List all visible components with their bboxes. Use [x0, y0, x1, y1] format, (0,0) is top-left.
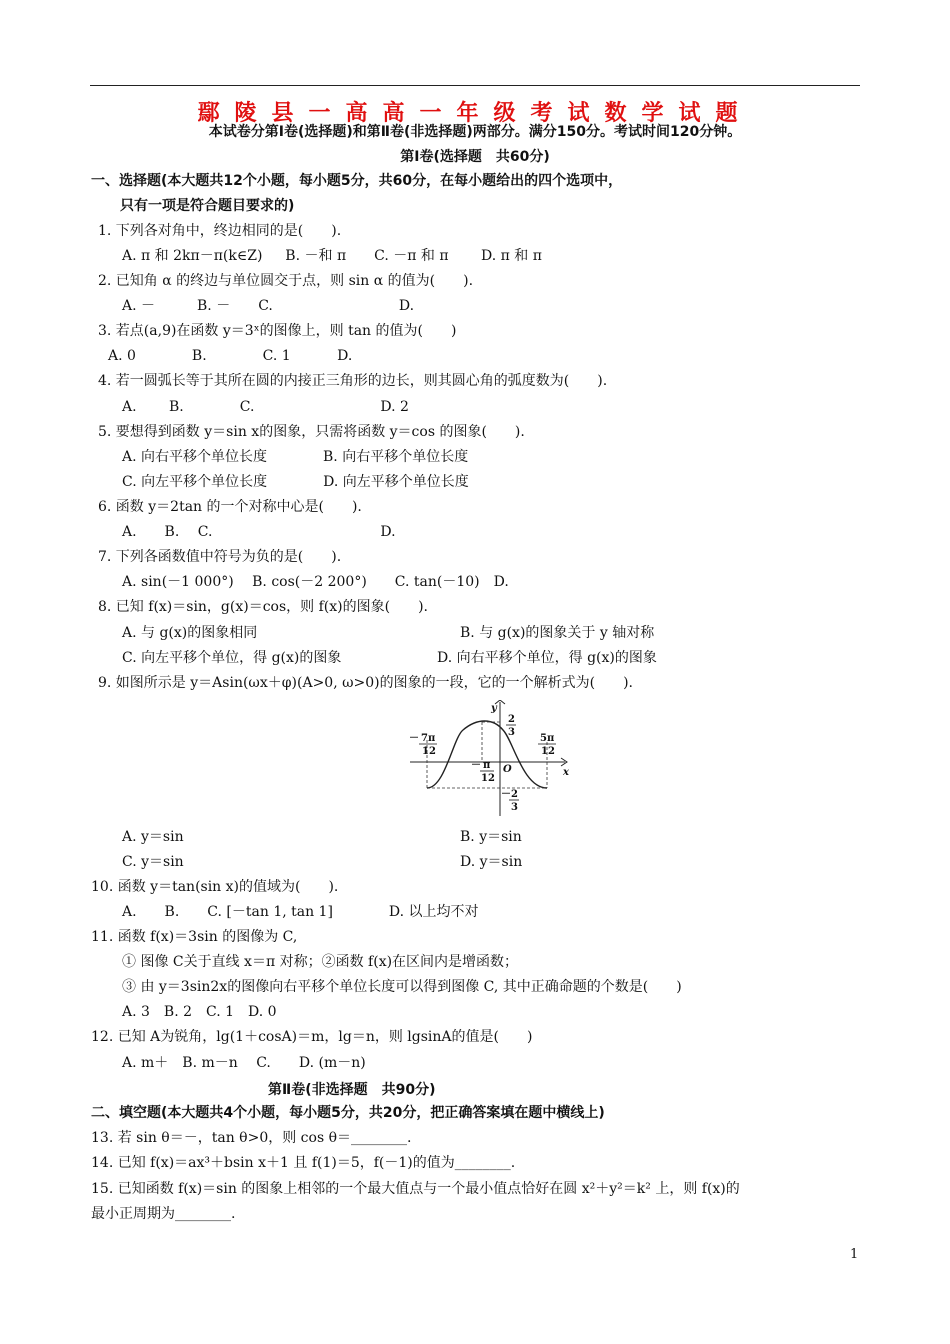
- question-9-option-b: B. y＝sin: [460, 829, 522, 845]
- exam-title: 鄢陵县一高高一年级考试数学试题: [197, 101, 753, 126]
- min-value-denominator: 3: [511, 802, 518, 813]
- left-x-denominator: 12: [422, 746, 436, 757]
- x-axis-label: x: [563, 767, 569, 778]
- question-8-option-a: A. 与 g(x)的图象相同: [122, 625, 258, 641]
- question-11-line-2: ① 图像 C关于直线 x＝π 对称；②函数 f(x)在区间内是增函数；: [122, 954, 519, 970]
- part2-heading: 第Ⅱ卷(非选择题 共90分): [268, 1082, 436, 1098]
- question-4-options: A. B. C. D. 2: [122, 399, 409, 415]
- mid-x-minus: －: [471, 760, 481, 771]
- max-value-denominator: 3: [508, 727, 515, 738]
- question-11-options: A. 3 B. 2 C. 1 D. 0: [122, 1004, 277, 1020]
- question-2-options: A. － B. － C. D.: [122, 298, 415, 314]
- question-5: 5. 要想得到函数 y＝sin x的图象，只需将函数 y＝cos 的图象( ).: [98, 424, 525, 440]
- question-12-options: A. m＋ B. m－n C. D. (m－n): [122, 1055, 366, 1071]
- question-7: 7. 下列各函数值中符号为负的是( ).: [98, 549, 342, 565]
- page-number: 1: [850, 1247, 859, 1262]
- question-1: 1. 下列各对角中，终边相同的是( ).: [98, 223, 342, 239]
- question-15: 15. 已知函数 f(x)＝sin 的图象上相邻的一个最大值点与一个最小值点恰好在圆 x²＋y²＝k² 上，则 f(x)的: [91, 1181, 740, 1197]
- question-8-option-c: C. 向左平移个单位，得 g(x)的图象: [122, 650, 342, 666]
- origin-label: O: [503, 764, 512, 775]
- question-6: 6. 函数 y＝2tan 的一个对称中心是( ).: [98, 499, 362, 515]
- part1-heading: 第Ⅰ卷(选择题 共60分): [400, 149, 550, 165]
- question-14: 14. 已知 f(x)＝ax³＋bsin x＋1 且 f(1)＝5，f(－1)的值为________.: [91, 1155, 516, 1171]
- question-1-options: A. π 和 2kπ－π(k∈Z) B. －和 π C. －π 和 π D. π 和 π: [122, 248, 542, 264]
- left-x-minus: －: [409, 733, 419, 744]
- y-axis-label: y: [491, 703, 497, 714]
- question-11: 11. 函数 f(x)＝3sin 的图像为 C,: [91, 929, 298, 945]
- max-value-numerator: 2: [508, 714, 515, 725]
- question-15-cont: 最小正周期为________.: [91, 1206, 236, 1222]
- question-5-options-cd: C. 向左平移个单位长度 D. 向左平移个单位长度: [122, 474, 469, 490]
- question-11-line-3: ③ 由 y＝3sin2x的图像向右平移个单位长度可以得到图像 C, 其中正确命题的个数是( ): [122, 979, 682, 995]
- question-6-options: A. B. C. D.: [122, 524, 396, 540]
- section1-heading: 一、选择题(本大题共12个小题，每小题5分，共60分，在每小题给出的四个选项中，: [91, 173, 623, 189]
- left-x-numerator: 7π: [421, 733, 436, 744]
- right-x-numerator: 5π: [540, 733, 555, 744]
- question-5-options-ab: A. 向右平移个单位长度 B. 向右平移个单位长度: [122, 449, 469, 465]
- question-3-options: A. 0 B. C. 1 D.: [108, 348, 353, 364]
- question-3: 3. 若点(a,9)在函数 y＝3ˣ的图像上，则 tan 的值为( ): [98, 323, 457, 339]
- question-8: 8. 已知 f(x)＝sin，g(x)＝cos，则 f(x)的图象( ).: [98, 599, 428, 615]
- min-value-numerator: 2: [511, 789, 518, 800]
- question-8-option-b: B. 与 g(x)的图象关于 y 轴对称: [460, 625, 655, 641]
- question-4: 4. 若一圆弧长等于其所在圆的内接正三角形的边长，则其圆心角的弧度数为( ).: [98, 373, 608, 389]
- question-10-options: A. B. C. [－tan 1, tan 1] D. 以上均不对: [122, 904, 479, 920]
- mid-x-numerator: π: [483, 760, 491, 771]
- question-9-option-d: D. y＝sin: [460, 854, 523, 870]
- sine-graph-figure: [405, 700, 575, 818]
- question-13: 13. 若 sin θ＝－，tan θ>0，则 cos θ＝________.: [91, 1130, 412, 1146]
- question-9-option-a: A. y＝sin: [122, 829, 184, 845]
- question-12: 12. 已知 A为锐角，lg(1＋cosA)＝m，lg＝n，则 lgsinA的值是( ): [91, 1029, 533, 1045]
- question-10: 10. 函数 y＝tan(sin x)的值域为( ).: [91, 879, 339, 895]
- header-rule: [90, 85, 860, 86]
- min-value-minus: －: [501, 789, 511, 800]
- section2-heading: 二、填空题(本大题共4个小题，每小题5分，共20分，把正确答案填在题中横线上): [91, 1105, 605, 1121]
- question-9-option-c: C. y＝sin: [122, 854, 184, 870]
- question-9: 9. 如图所示是 y＝Asin(ωx＋φ)(A>0, ω>0)的图象的一段，它的一个解析式为( ).: [98, 675, 633, 691]
- mid-x-denominator: 12: [481, 773, 495, 784]
- exam-intro: 本试卷分第Ⅰ卷(选择题)和第Ⅱ卷(非选择题)两部分。满分150分。考试时间120分钟。: [208, 124, 742, 140]
- right-x-denominator: 12: [541, 746, 555, 757]
- question-8-option-d: D. 向右平移个单位，得 g(x)的图象: [437, 650, 657, 666]
- question-7-options: A. sin(－1 000°) B. cos(－2 200°) C. tan(－10) D.: [122, 574, 509, 590]
- question-2: 2. 已知角 α 的终边与单位圆交于点，则 sin α 的值为( ).: [98, 273, 474, 289]
- section1-heading-cont: 只有一项是符合题目要求的): [120, 198, 295, 214]
